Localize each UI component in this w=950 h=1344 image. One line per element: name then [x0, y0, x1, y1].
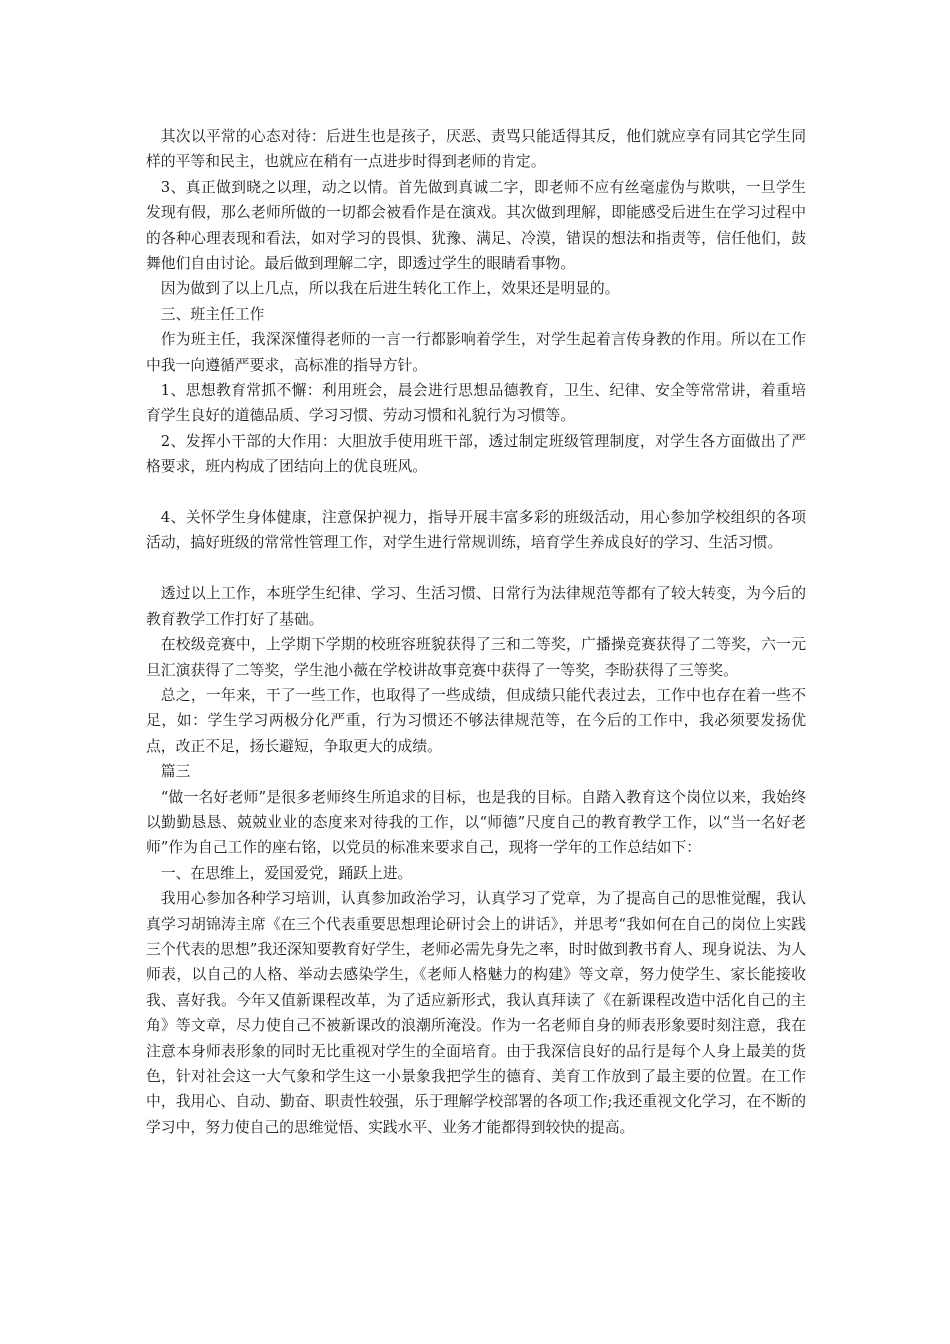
paragraph: 其次以平常的心态对待：后进生也是孩子，厌恶、责骂只能适得其反，他们就应享有同其它学生同样的平等和民主，也就应在稍有一点进步时得到老师的肯定。: [146, 128, 806, 171]
paragraph: 因为做到了以上几点，所以我在后进生转化工作上，效果还是明显的。: [160, 280, 620, 298]
paragraph: 4、关怀学生身体健康，注意保护视力，指导开展丰富多彩的班级活动，用心参加学校组织的各项活动，搞好班级的常常性管理工作，对学生进行常规训练，培育学生养成良好的学习、生活习惯。: [146, 509, 806, 552]
document-body: [146, 124, 806, 1140]
paragraph: “做一名好老师”是很多老师终生所追求的目标，也是我的目标。自踏入教育这个岗位以来，我始终以勤勤恳恳、兢兢业业的态度来对待我的工作，以“师德”尺度自己的教育教学工作，以“当一名好老师”作为自己工作的座右铭，以党员的标准来要求自己，现将一学年的工作总结如下：: [146, 788, 806, 857]
section-heading: 篇三: [160, 763, 191, 781]
paragraph: 总之，一年来，干了一些工作，也取得了一些成绩，但成绩只能代表过去，工作中也存在着一些不足，如：学生学习两极分化严重，行为习惯还不够法律规范等，在今后的工作中，我必须要发扬优点，改正不足，扬长避短，争取更大的成绩。: [146, 686, 806, 755]
paragraph: 1、思想教育常抓不懈：利用班会，晨会进行思想品德教育，卫生、纪律、安全等常常讲，着重培育学生良好的道德品质、学习习惯、劳动习惯和礼貌行为习惯等。: [146, 382, 806, 425]
paragraph: 我用心参加各种学习培训，认真参加政治学习，认真学习了党章，为了提高自己的思惟觉醒，我认真学习胡锦涛主席《在三个代表重要思想理论研讨会上的讲话》，并思考“我如何在自己的岗位上实践三个代表的思想”我还深知要教育好学生，老师必需先身先之率，时时做到教书育人、现身说法、为人师表，以自己的人格、举动去感染学生，《老师人格魅力的构建》等文章，努力使学生、家长能接收我、喜好我。今年又值新课程改革，为了适应新形式，我认真拜读了《在新课程改造中活化自己的主角》等文章，尽力使自己不被新课改的浪潮所淹没。作为一名老师自身的师表形象要时刻注意，我在注意本身师表形象的同时无比重视对学生的全面培育。由于我深信良好的品行是每个人身上最美的货色，针对社会这一大气象和学生这一小景象我把学生的德育、美育工作放到了最主要的位置。在工作中，我用心、自动、勤奋、职责性较强，乐于理解学校部署的各项工作;我还重视文化学习，在不断的学习中，努力使自己的思维觉悟、实践水平、业务才能都得到较快的提高。: [146, 890, 806, 1136]
blank-line: [146, 556, 806, 581]
paragraph: 作为班主任，我深深懂得老师的一言一行都影响着学生，对学生起着言传身教的作用。所以在工作中我一向遵循严要求，高标准的指导方针。: [146, 331, 806, 374]
paragraph: 2、发挥小干部的大作用：大胆放手使用班干部，透过制定班级管理制度，对学生各方面做出了严格要求，班内构成了团结向上的优良班风。: [146, 432, 806, 476]
paragraph: 3、真正做到晓之以理，动之以情。首先做到真诚二字，即老师不应有丝毫虚伪与欺哄，一旦学生发现有假，那么老师所做的一切都会被看作是在演戏。其次做到理解，即能感受后进生在学习过程中的各种心理表现和看法，如对学习的畏惧、犹豫、满足、冷漠，错误的想法和指责等，信任他们，鼓舞他们自由讨论。最后做到理解二字，即透过学生的眼睛看事物。: [146, 178, 806, 273]
section-heading: 一、在思维上，爱国爱党，踊跃上进。: [160, 864, 413, 882]
paragraph: 透过以上工作，本班学生纪律、学习、生活习惯、日常行为法律规范等都有了较大转变，为今后的教育教学工作打好了基础。: [146, 585, 806, 628]
blank-line: [146, 480, 806, 505]
paragraph: 在校级竞赛中，上学期下学期的校班容班貌获得了三和二等奖，广播操竞赛获得了二等奖，六一元旦汇演获得了二等奖，学生池小薇在学校讲故事竞赛中获得了一等奖，李盼获得了三等奖。: [146, 636, 806, 679]
section-heading: 三、班主任工作: [160, 305, 265, 323]
